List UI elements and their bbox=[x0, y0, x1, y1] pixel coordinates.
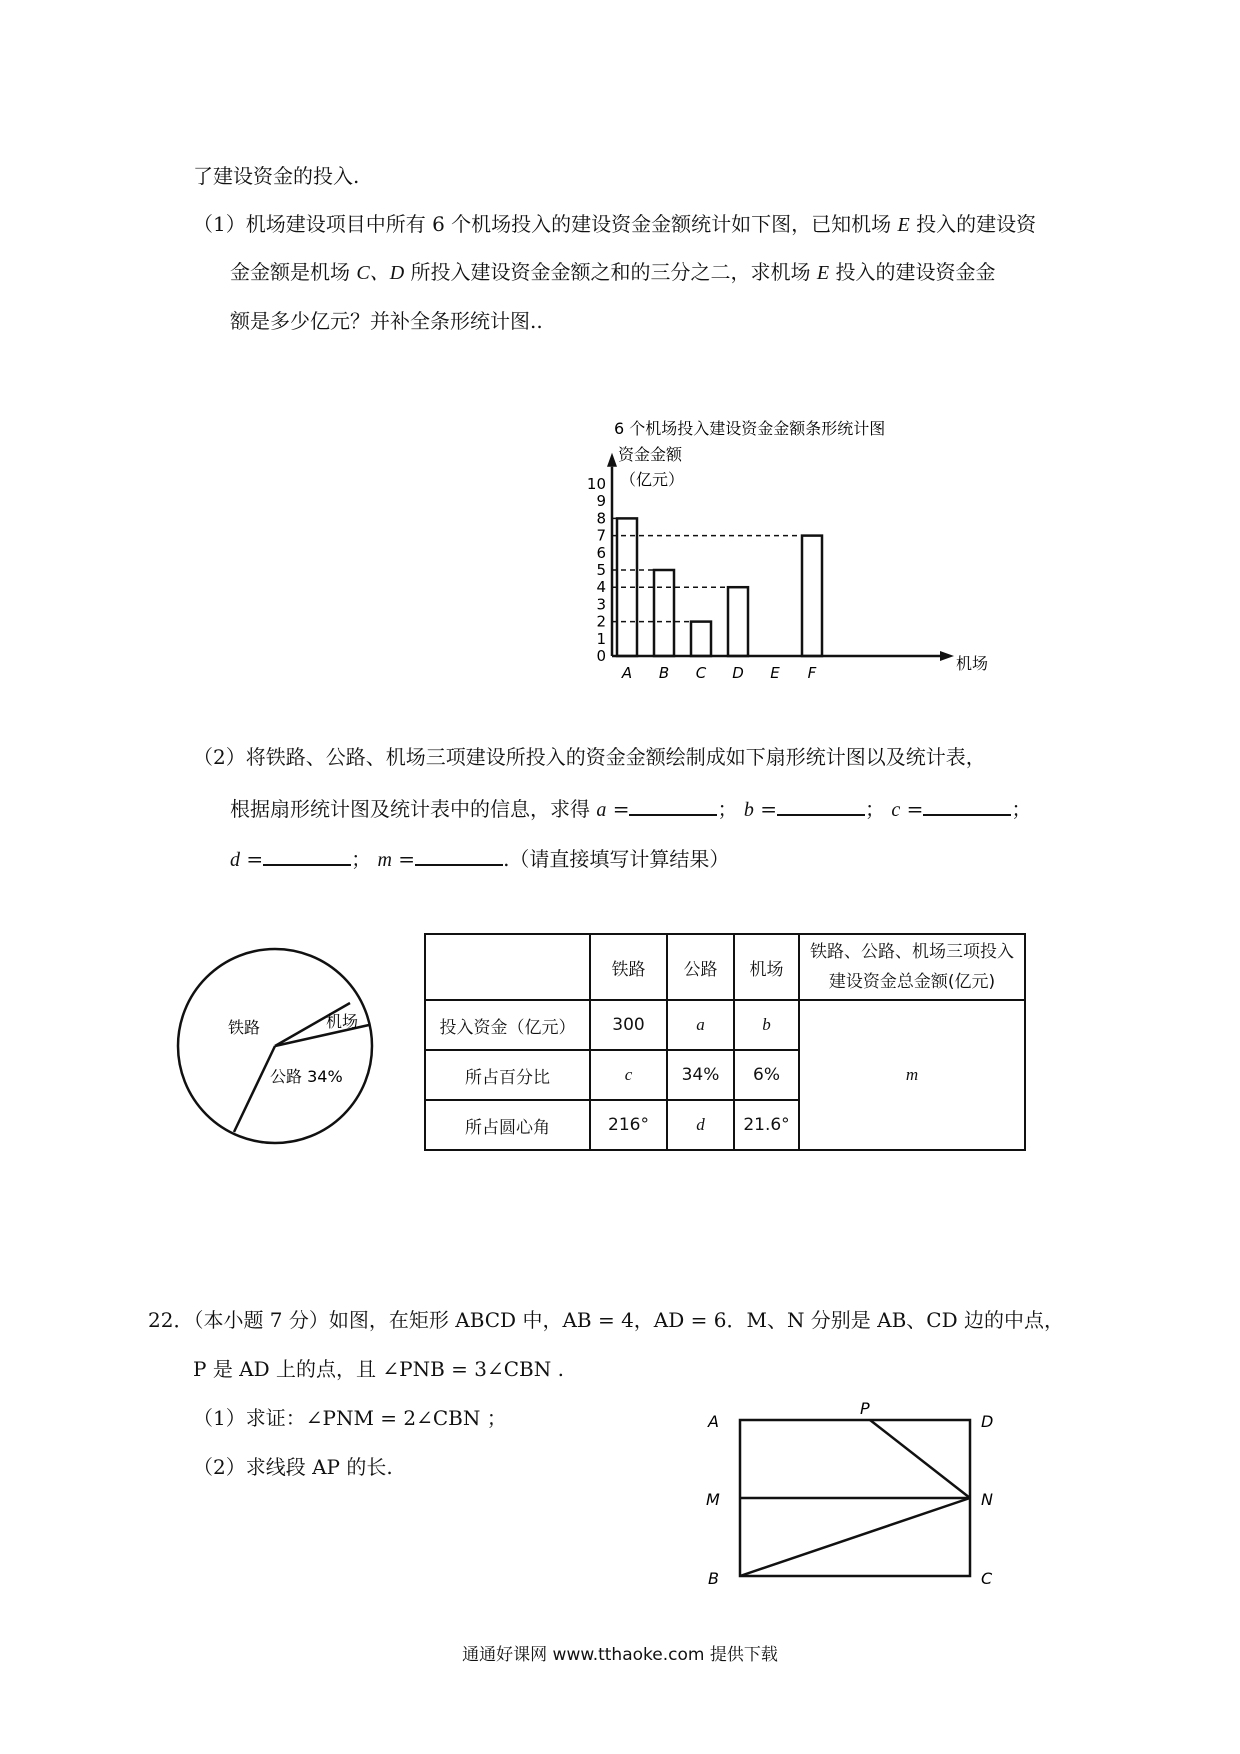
label-a: A bbox=[708, 1412, 719, 1431]
blank-b[interactable] bbox=[777, 794, 865, 816]
y-tick-label: 7 bbox=[596, 526, 606, 545]
bar-C bbox=[691, 622, 711, 656]
q2-line2-text: 根据扇形统计图及统计表中的信息，求得 bbox=[230, 797, 590, 821]
th-railway: 铁路 bbox=[590, 934, 667, 1000]
bar-D bbox=[728, 587, 748, 656]
q2-var-m: m bbox=[377, 849, 392, 871]
q22-sub2: （2）求线段 AP 的长. bbox=[193, 1455, 393, 1479]
bar-chart bbox=[560, 410, 1020, 710]
y-tick-label: 2 bbox=[596, 612, 606, 631]
q2-eq-b: = bbox=[760, 797, 777, 821]
y-tick-label: 9 bbox=[596, 492, 606, 511]
bar-F bbox=[802, 536, 822, 656]
blank-d[interactable] bbox=[263, 844, 351, 866]
table-corner bbox=[425, 934, 590, 1000]
q2-sep-4: ； bbox=[351, 847, 372, 871]
y-tick-label: 1 bbox=[596, 629, 606, 648]
q1-line2-b: 所投入建设资金金额之和的三分之二，求机场 bbox=[410, 260, 811, 284]
y-tick-label: 6 bbox=[596, 543, 606, 562]
blank-m[interactable] bbox=[415, 844, 503, 866]
x-tick-label: B bbox=[658, 664, 670, 682]
row-label-percent: 所占百分比 bbox=[425, 1050, 590, 1100]
y-tick-label: 5 bbox=[596, 561, 606, 579]
intro-text: 了建设资金的投入. bbox=[193, 164, 360, 188]
label-n: N bbox=[981, 1490, 993, 1509]
label-c: C bbox=[981, 1569, 993, 1588]
q2-sep-1: ； bbox=[717, 797, 738, 821]
y-tick-label: 10 bbox=[586, 475, 606, 493]
q2-line2 bbox=[230, 794, 1031, 823]
pie-label-road: 公路 34% bbox=[270, 1067, 343, 1086]
stats-table bbox=[424, 933, 1026, 1151]
y-axis-unit: （亿元） bbox=[620, 470, 685, 489]
pie-chart bbox=[170, 940, 390, 1160]
x-tick-label: F bbox=[807, 664, 817, 682]
pie-divider-3 bbox=[234, 1046, 275, 1132]
y-tick-label: 4 bbox=[596, 578, 606, 597]
pie-label-airport: 机场 bbox=[326, 1012, 359, 1031]
cell-total: m bbox=[799, 1000, 1025, 1150]
x-tick-label: A bbox=[621, 664, 633, 682]
q2-eq-a: = bbox=[612, 797, 630, 821]
q2-var-d: d bbox=[230, 849, 240, 871]
q1-line2-a: 金金额是机场 bbox=[230, 260, 350, 284]
q22-sub1: （1）求证：∠PNM = 2∠CBN ； bbox=[193, 1406, 507, 1430]
cell-railway-angle: 216° bbox=[590, 1100, 667, 1150]
blank-c[interactable] bbox=[923, 794, 1011, 816]
cell-railway-investment: 300 bbox=[590, 1000, 667, 1050]
q2-line3 bbox=[230, 844, 729, 873]
cell-road-percent: 34% bbox=[667, 1050, 734, 1100]
q22-line2: P 是 AD 上的点，且 ∠PNB = 3∠CBN . bbox=[193, 1357, 564, 1381]
q2-end: .（请直接填写计算结果） bbox=[503, 847, 730, 871]
cell-railway-percent: c bbox=[590, 1050, 667, 1100]
label-b: B bbox=[708, 1569, 719, 1588]
chart-title: 6 个机场投入建设资金金额条形统计图 bbox=[614, 419, 886, 438]
q2-eq-c: = bbox=[906, 797, 924, 821]
q2-eq-d: = bbox=[246, 847, 264, 871]
x-tick-label: C bbox=[695, 664, 707, 682]
y-axis-arrow bbox=[607, 453, 617, 467]
row-label-angle: 所占圆心角 bbox=[425, 1100, 590, 1150]
th-road: 公路 bbox=[667, 934, 734, 1000]
q2-var-b: b bbox=[743, 799, 754, 821]
cell-road-angle: d bbox=[667, 1100, 734, 1150]
row-label-investment: 投入资金（亿元） bbox=[425, 1000, 590, 1050]
q1-var-e: E bbox=[897, 214, 910, 236]
segment-bn bbox=[740, 1498, 970, 1576]
cell-airport-angle: 21.6° bbox=[734, 1100, 799, 1150]
y-tick-label: 3 bbox=[596, 595, 606, 614]
label-m: M bbox=[706, 1490, 720, 1509]
rectangle-figure bbox=[700, 1400, 1020, 1600]
segment-pn bbox=[870, 1420, 970, 1498]
q1-line1 bbox=[193, 211, 1036, 238]
th-total: 铁路、公路、机场三项投入建设资金总金额(亿元) bbox=[799, 934, 1025, 1000]
y-tick-label: 0 bbox=[596, 647, 606, 665]
cell-airport-percent: 6% bbox=[734, 1050, 799, 1100]
q2-line1: （2）将铁路、公路、机场三项建设所投入的资金金额绘制成如下扇形统计图以及统计表， bbox=[193, 745, 986, 769]
q1-line2 bbox=[230, 259, 995, 286]
label-p: P bbox=[860, 1400, 870, 1418]
q22-line1: 22．（本小题 7 分）如图，在矩形 ABCD 中，AB = 4，AD = 6．M、N 分别是 AB、CD 边的中点， bbox=[148, 1308, 1064, 1332]
blank-a[interactable] bbox=[629, 794, 717, 816]
footer-text: 通通好课网 www.tthaoke.com 提供下载 bbox=[462, 1645, 778, 1665]
q1-line2-vars: C、D bbox=[356, 262, 405, 284]
x-axis-arrow bbox=[940, 651, 954, 661]
q2-var-a: a bbox=[596, 799, 607, 821]
y-axis-label: 资金金额 bbox=[618, 445, 683, 464]
q2-eq-m: = bbox=[398, 847, 416, 871]
q2-sep-3: ； bbox=[1011, 797, 1032, 821]
cell-road-investment: a bbox=[667, 1000, 734, 1050]
x-tick-label: D bbox=[732, 664, 744, 682]
q2-var-c: c bbox=[891, 799, 901, 821]
x-tick-label: E bbox=[770, 664, 780, 682]
pie-label-railway: 铁路 bbox=[228, 1018, 261, 1037]
q1-line1-text: （1）机场建设项目中所有 6 个机场投入的建设资金金额统计如下图，已知机场 bbox=[193, 212, 892, 236]
q1-line1-end: 投入的建设资 bbox=[916, 212, 1037, 236]
q1-line2-c: 投入的建设资金金 bbox=[835, 260, 996, 284]
q1-line3: 额是多少亿元？并补全条形统计图.. bbox=[230, 309, 543, 333]
label-d: D bbox=[981, 1412, 994, 1431]
th-airport: 机场 bbox=[734, 934, 799, 1000]
y-tick-label: 8 bbox=[596, 509, 606, 528]
q2-sep-2: ； bbox=[864, 797, 885, 821]
cell-airport-investment: b bbox=[734, 1000, 799, 1050]
x-axis-label: 机场 bbox=[956, 654, 989, 673]
q1-line2-var2: E bbox=[816, 262, 830, 284]
bar-B bbox=[654, 570, 674, 656]
